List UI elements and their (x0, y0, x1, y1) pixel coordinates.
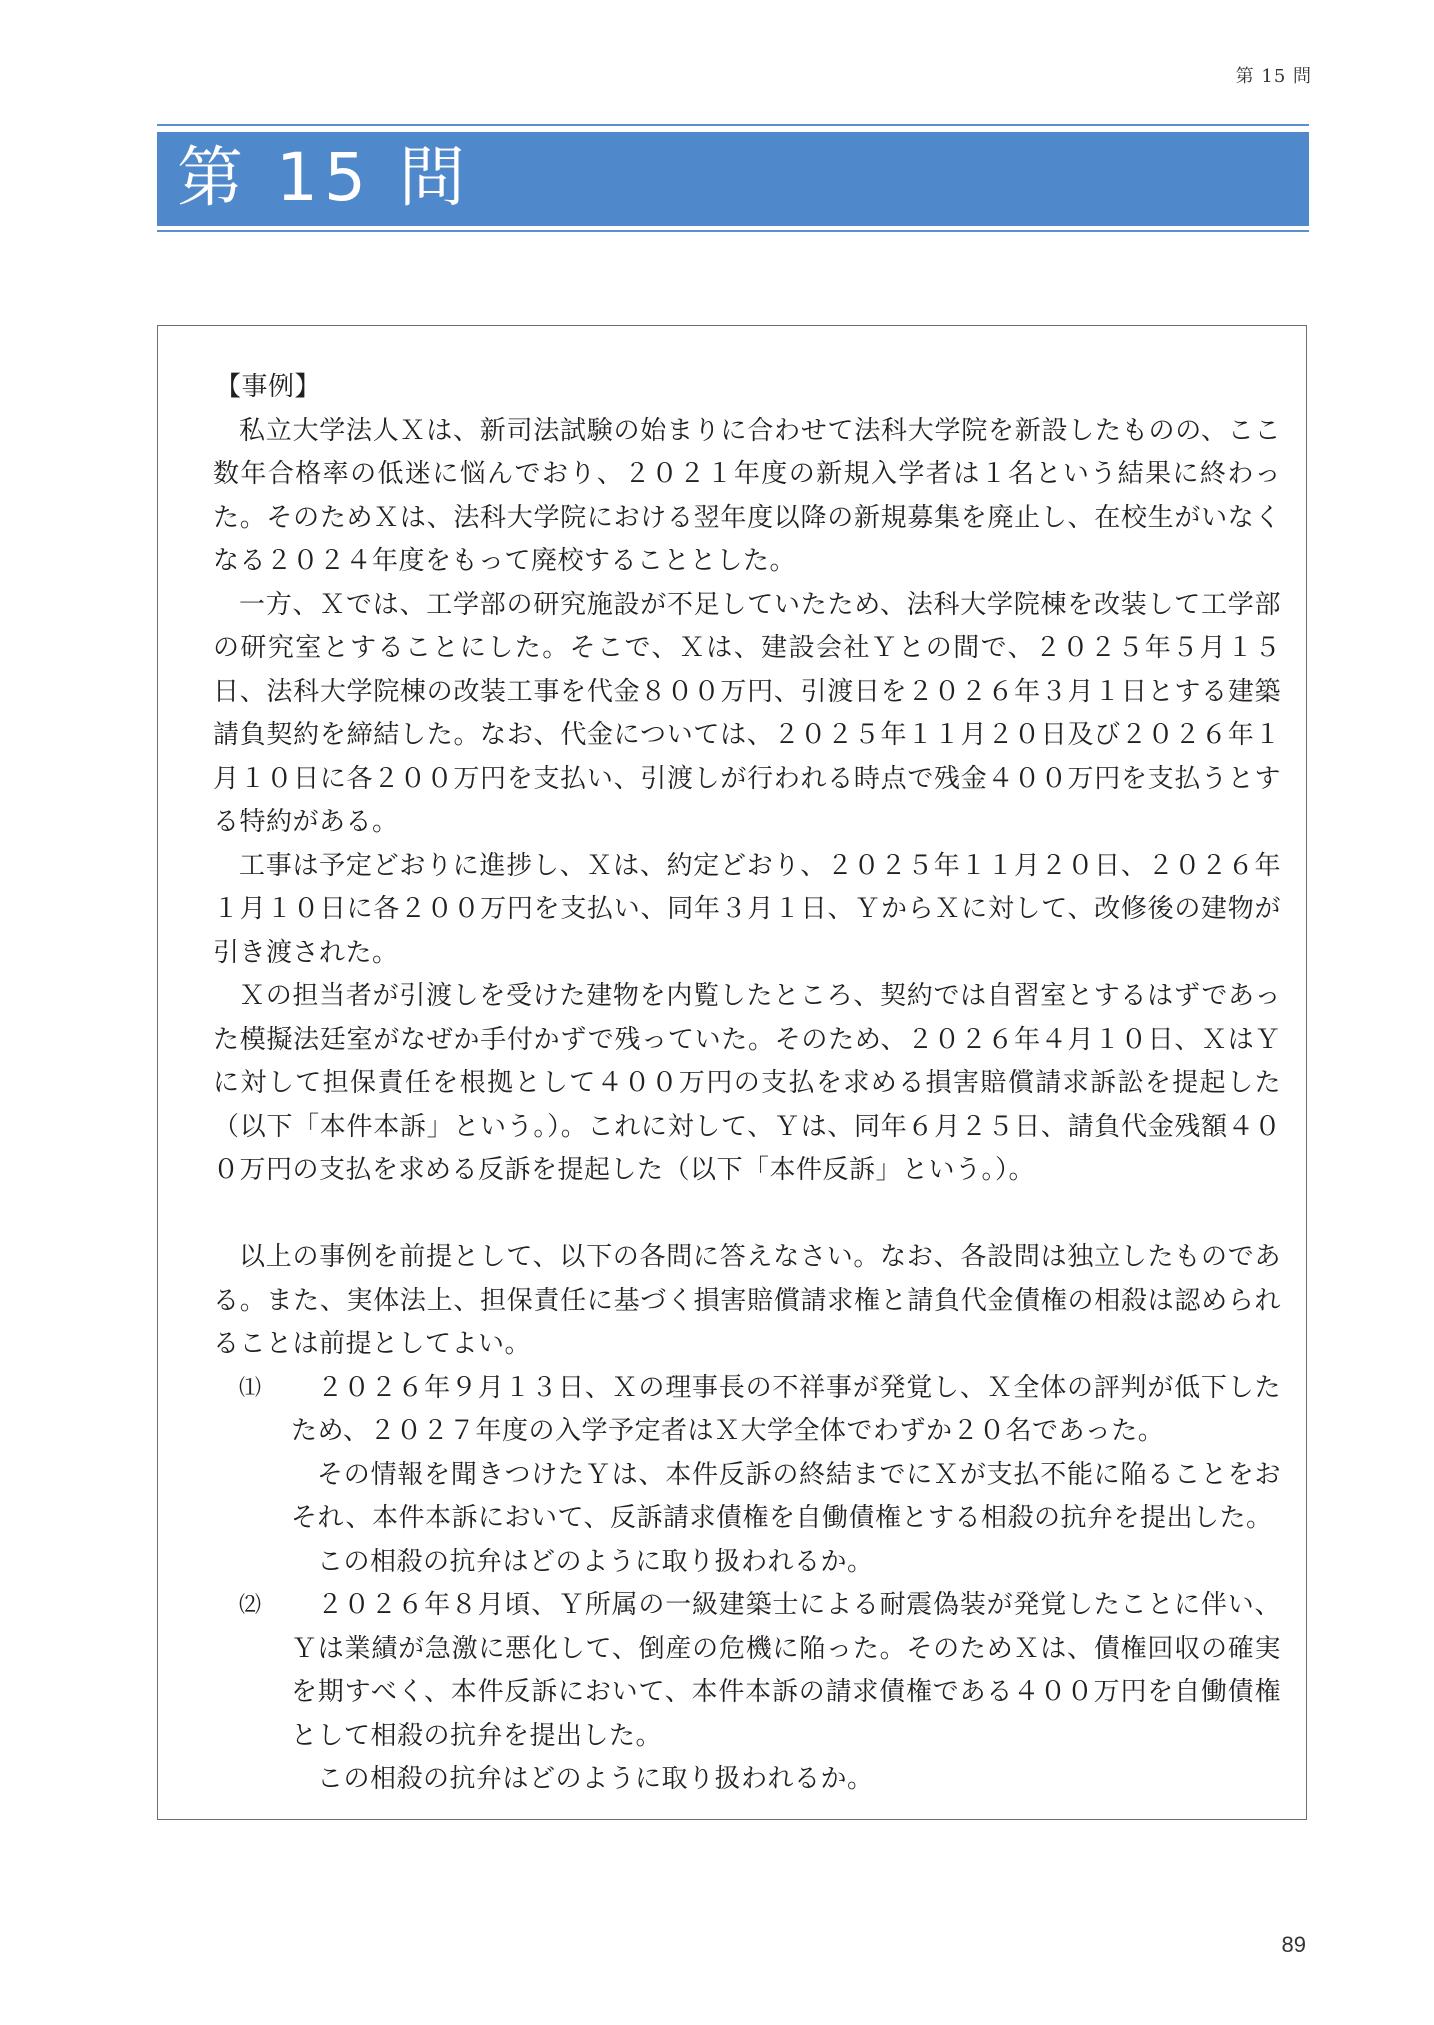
title-rule-bottom (157, 230, 1309, 232)
question-2-text: ２０２６年８月頃、Ｙ所属の一級建築士による耐震偽装が発覚したことに伴い、Ｙは業績が急激に悪化して、倒産の危機に陥った。そのためＸは、債権回収の確実を期すべく、本件反訴において、本件本訴の請求債権である４００万円を自働債権として相殺の抗弁を提出した。 (291, 1590, 1281, 1751)
title-band (157, 132, 1309, 226)
question-1-number: ⑴ (239, 1375, 262, 1401)
question-2-question: この相殺の抗弁はどのように取り扱われるか。 (317, 1764, 874, 1794)
question-1-text: ２０２６年９月１３日、Ｘの理事長の不祥事が発覚し、Ｘ全体の評判が低下したため、２０２７年度の入学予定者はＸ大学全体でわずか２０名であった。 (291, 1372, 1281, 1446)
running-head: 第 15 問 (1235, 66, 1312, 87)
case-paragraph-1: 私立大学法人Ｘは、新司法試験の始まりに合わせて法科大学院を新設したものの、ここ数年合格率の低迷に悩んでおり、２０２１年度の新規入学者は１名という結果に終わった。そのためＸは、法科大学院における翌年度以降の新規募集を廃止し、在校生がいなくなる２０２４年度をもって廃校することとした。 (213, 415, 1281, 576)
case-heading: 【事例】 (215, 372, 322, 402)
page-title: 第 15 問 (177, 139, 471, 216)
question-2-number: ⑵ (239, 1593, 262, 1618)
case-content (213, 366, 1281, 1802)
question-2 (239, 1584, 1281, 1802)
instruction-paragraph: 以上の事例を前提として、以下の各問に答えなさい。なお、各設問は独立したものである。また、実体法上、担保責任に基づく損害賠償請求権と請負代金債権の相殺は認められることは前提としてよい。 (213, 1242, 1281, 1359)
case-paragraph-4: Ｘの担当者が引渡しを受けた建物を内覧したところ、契約では自習室とするはずであった模擬法廷室がなぜか手付かずで残っていた。そのため、２０２６年４月１０日、ＸはＹに対して担保責任を根拠として４００万円の支払を求める損害賠償請求訴訟を提起した（以下「本件本訴」という。）。これに対して、Ｙは、同年６月２５日、請負代金残額４００万円の支払を求める反訴を提起した（以下「本件反訴」という。）。 (213, 981, 1281, 1185)
question-1-detail: その情報を聞きつけたＹは、本件反訴の終結までにＸが支払不能に陥ることをおそれ、本件本訴において、反訴請求債権を自働債権とする相殺の抗弁を提出した。 (291, 1459, 1281, 1533)
blank-line (213, 1193, 1281, 1237)
question-1 (239, 1367, 1281, 1585)
case-box (157, 325, 1307, 1820)
title-rule-top (157, 124, 1309, 126)
case-paragraph-3: 工事は予定どおりに進捗し、Ｘは、約定どおり、２０２５年１１月２０日、２０２６年１月１０日に各２００万円を支払い、同年３月１日、ＹからＸに対して、改修後の建物が引き渡された。 (213, 850, 1281, 968)
case-paragraph-2: 一方、Ｘでは、工学部の研究施設が不足していたため、法科大学院棟を改装して工学部の研究室とすることにした。そこで、Ｘは、建設会社Ｙとの間で、２０２５年５月１５日、法科大学院棟の改装工事を代金８００万円、引渡日を２０２６年３月１日とする建築請負契約を締結した。なお、代金については、２０２５年１１月２０日及び２０２６年１月１０日に各２００万円を支払い、引渡しが行われる時点で残金４００万円を支払うとする特約がある。 (213, 589, 1281, 837)
page-number: 89 (1281, 1932, 1306, 1957)
question-1-question: この相殺の抗弁はどのように取り扱われるか。 (317, 1546, 874, 1577)
